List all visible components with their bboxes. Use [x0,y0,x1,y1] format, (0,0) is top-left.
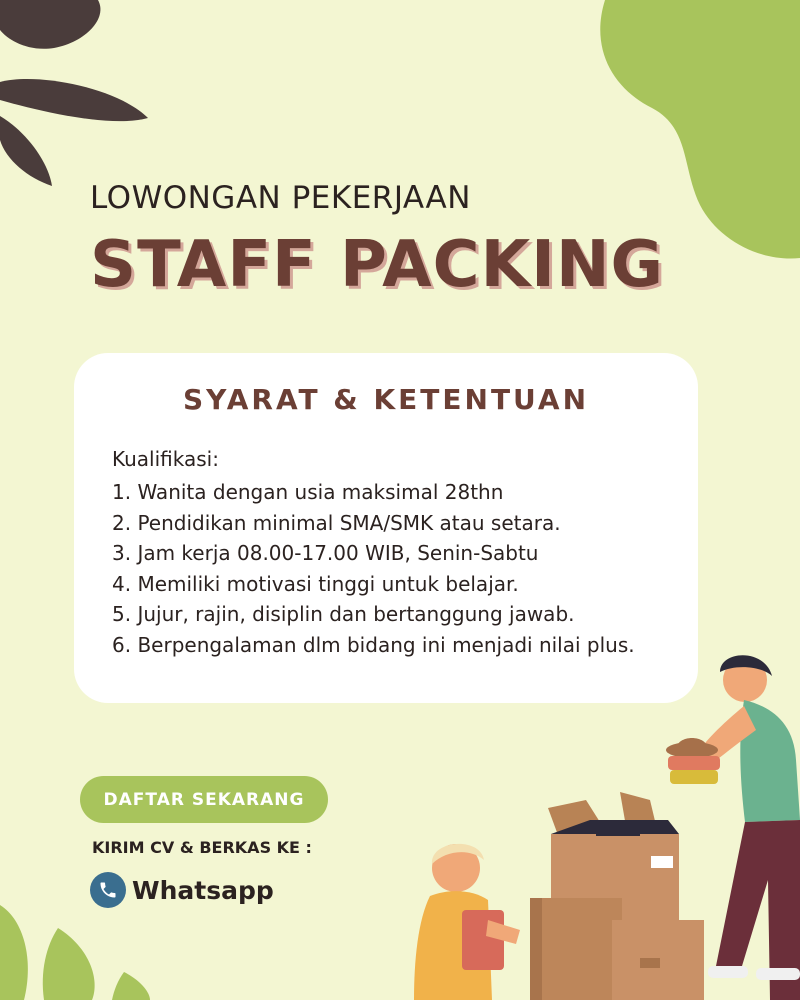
whatsapp-label: Whatsapp [132,875,274,905]
boxes-illustration [530,792,704,1000]
requirement-item: 3. Jam kerja 08.00-17.00 WIB, Senin-Sabtu [112,541,539,565]
whatsapp-contact[interactable] [90,872,274,908]
requirement-item: 6. Berpengalaman dlm bidang ini menjadi nilai plus. [112,632,635,657]
requirement-item: 5. Jujur, rajin, disiplin dan bertanggung jawab. [112,602,575,626]
dark-leaves-top-left [0,0,148,186]
green-blob-top-right [600,0,800,258]
job-title: STAFF PACKING [90,228,665,302]
requirements-heading: SYARAT & KETENTUAN [182,383,590,416]
green-leaves-bottom-left [0,905,150,1000]
requirements-list [112,477,635,660]
requirement-item: 1. Wanita dengan usia maksimal 28thn [112,480,504,504]
phone-icon [90,872,126,908]
job-vacancy-subtitle: LOWONGAN PEKERJAAN [90,180,471,216]
requirements-card [74,353,698,703]
apply-now-label: DAFTAR SEKARANG [103,789,305,810]
apply-now-button[interactable] [80,776,328,823]
qualification-label: Kualifikasi: [112,447,219,471]
requirement-item: 2. Pendidikan minimal SMA/SMK atau setara. [112,510,561,535]
send-cv-text: KIRIM CV & BERKAS KE : [92,838,312,857]
woman-illustration [414,844,520,1000]
requirement-item: 4. Memiliki motivasi tinggi untuk belajar. [112,571,519,596]
